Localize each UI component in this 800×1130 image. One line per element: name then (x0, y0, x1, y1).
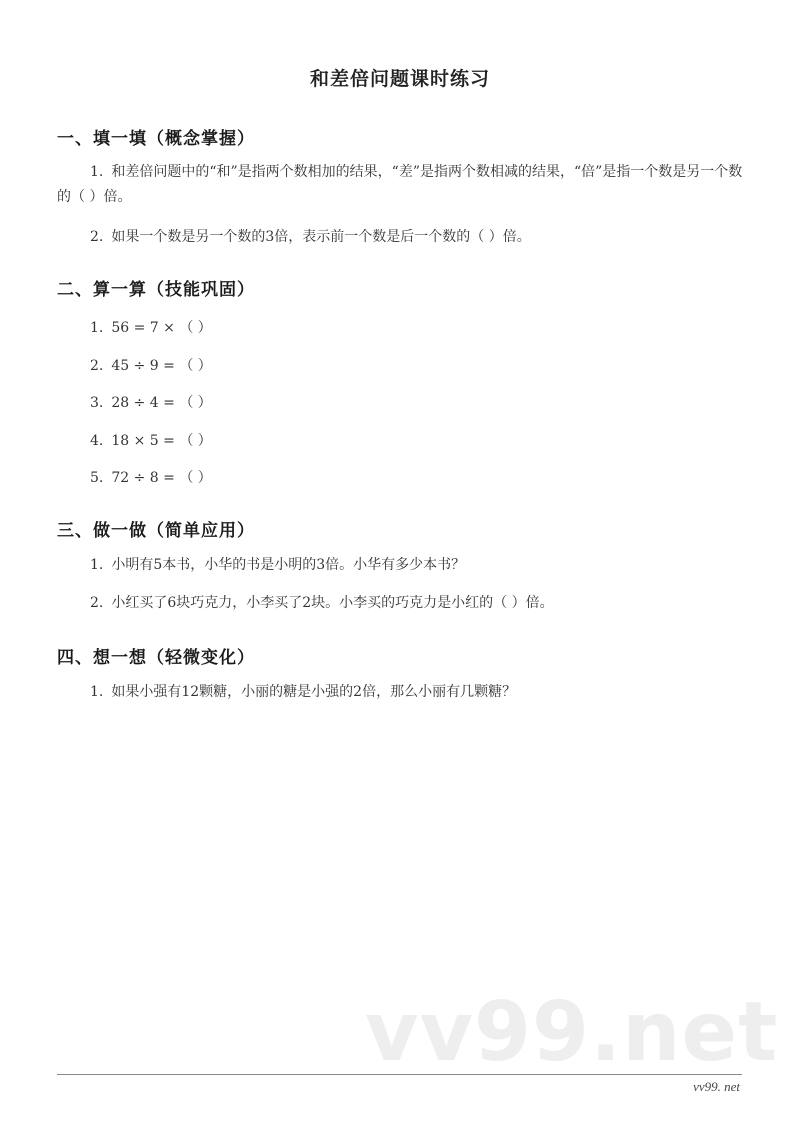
calc-item-1 (90, 317, 220, 337)
question-number: 1. (90, 557, 104, 573)
calc-item-4 (90, 430, 220, 450)
calc-expression: 72 ÷ 8 = （ ） (111, 470, 212, 486)
watermark: vv99.net (365, 985, 779, 1080)
footer-divider (57, 1074, 742, 1075)
question-number: 2. (90, 229, 104, 245)
question-text: 和差倍问题中的“和”是指两个数相加的结果，“差”是指两个数相减的结果，“倍”是指一个数是另一个数的（ ）倍。 (57, 164, 743, 205)
section-heading-1: 一、填一填（概念掌握） (57, 129, 255, 149)
calc-item-5 (90, 467, 220, 487)
question-text: 如果小强有12颗糖，小丽的糖是小强的2倍，那么小丽有几颗糖？ (111, 684, 517, 700)
question-number: 1. (90, 164, 104, 180)
question-text: 如果一个数是另一个数的3倍，表示前一个数是后一个数的（ ）倍。 (111, 229, 531, 245)
question-3-1 (57, 553, 780, 578)
question-number: 5. (90, 470, 104, 486)
footer-text: vv99. net (693, 1079, 740, 1094)
question-number: 2. (90, 358, 104, 374)
question-1-2 (57, 225, 780, 250)
calc-item-3 (90, 392, 220, 412)
section-heading-2: 二、算一算（技能巩固） (57, 280, 255, 300)
question-number: 4. (90, 433, 104, 449)
calc-expression: 28 ÷ 4 = （ ） (111, 395, 212, 411)
calc-expression: 56 = 7 × （ ） (111, 320, 212, 336)
question-text: 小明有5本书，小华的书是小明的3倍。小华有多少本书？ (111, 557, 466, 573)
question-1-1 (57, 160, 747, 210)
question-number: 3. (90, 395, 104, 411)
calc-expression: 18 × 5 = （ ） (111, 433, 212, 449)
section-heading-4: 四、想一想（轻微变化） (57, 648, 255, 668)
question-4-1 (57, 680, 780, 705)
section-heading-3: 三、做一做（简单应用） (57, 521, 255, 541)
question-3-2 (57, 591, 780, 616)
question-number: 2. (90, 595, 104, 611)
calc-item-2 (90, 355, 220, 375)
question-text: 小红买了6块巧克力，小李买了2块。小李买的巧克力是小红的（ ）倍。 (111, 595, 554, 611)
calc-expression: 45 ÷ 9 = （ ） (111, 358, 212, 374)
page-title: 和差倍问题课时练习 (309, 68, 490, 90)
question-number: 1. (90, 684, 104, 700)
question-number: 1. (90, 320, 104, 336)
